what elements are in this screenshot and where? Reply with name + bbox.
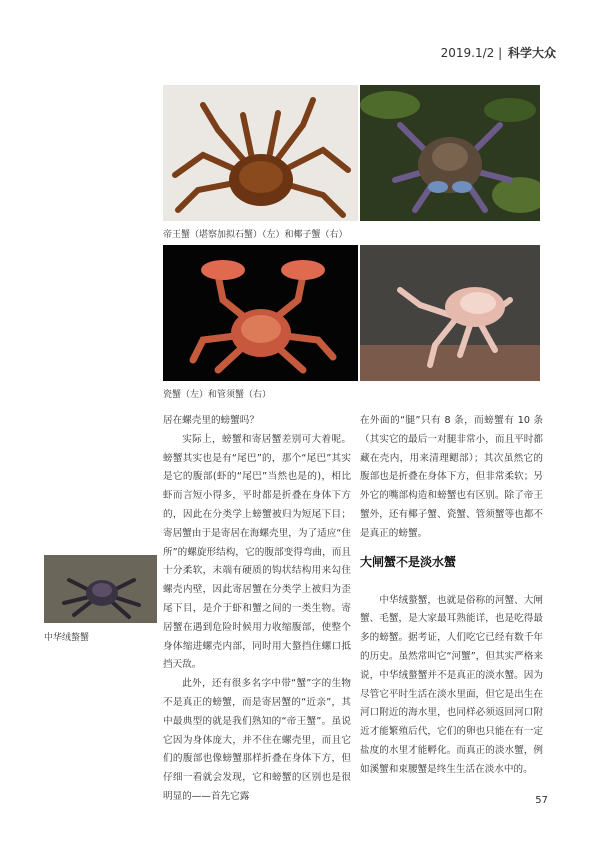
- middle-caption: 瓷蟹（左）和管须蟹（右）: [163, 390, 272, 400]
- paragraph: 实际上，螃蟹和寄居蟹差别可大着呢。螃蟹其实也是有“尾巴”的，那个“尾巴”其实是它的腹部(虾的“尾巴”当然也是的)，相比虾而言短小得多，平时都是折叠在身体下方的，因此在分类学上螃蟹被归为短尾下目；寄居蟹由于是寄居在海螺壳里，为了适应“住所”的螺旋形结构，它的腹部变得弯曲，而且十分柔软，末端有硬质的钩状结构用来勾住螺壳内壁，因此寄居蟹在分类学上被归为歪尾下目，是介于虾和蟹之间的一类生物。寄居蟹在遇到危险时候用力收缩腹部，使整个身体缩进螺壳内部，同时用大螯挡住螺口抵挡天敌。: [163, 433, 351, 671]
- page-number: 57: [535, 795, 548, 806]
- paragraph: 中华绒螯蟹，也就是俗称的河蟹、大闸蟹、毛蟹，是大家最耳熟能详，也是吃得最多的螃蟹。据考证，人们吃它已经有数千年的历史。虽然常叫它“河蟹”，但其实严格来说，中华绒螯蟹并不是真正的淡水蟹。因为尽管它平时生活在淡水里面，但它是出生在河口附近的海水里，也同样必须返回河口附近才能繁殖后代，它们的卵也只能在有一定盐度的水里才能孵化。而真正的淡水蟹，例如溪蟹和束腰蟹是终生生活在淡水中的。: [360, 594, 543, 775]
- article-column-right: [360, 412, 543, 780]
- porcelain-crab-photo: [163, 245, 358, 381]
- king-crab-photo: [163, 85, 358, 221]
- article-column-left: [163, 412, 351, 807]
- section-heading: 大闸蟹不是淡水蟹: [360, 554, 457, 569]
- coconut-crab-photo: [360, 85, 540, 221]
- magazine-title: 科学大众: [507, 46, 556, 60]
- paragraph: 居在螺壳里的螃蟹吗？: [163, 415, 259, 426]
- mitten-crab-photo: [44, 555, 157, 623]
- paragraph: 在外面的“腿”只有 8 条，而螃蟹有 10 条（其实它的最后一对腿非常小，而且平时都藏在壳内，用来清理鳃部）；其次虽然它的腹部也是折叠在身体下方，但非常柔软；另外它的嘴部构造和螃蟹也有区别。除了帝王蟹外，还有椰子蟹、瓷蟹、管须蟹等也都不是真正的螃蟹。: [360, 415, 543, 539]
- header-separator: |: [498, 46, 503, 60]
- running-header: [441, 44, 556, 61]
- paragraph: 此外，还有很多名字中带“蟹”字的生物不是真正的螃蟹，而是寄居蟹的“近亲”，其中最典型的就是我们熟知的“帝王蟹”。虽说它因为身体庞大，并不住在螺壳里，而且它们的腹部也像螃蟹那样折叠在身体下方，但仔细一看就会发现，它和螃蟹的区别也是很明显的——首先它露: [163, 678, 351, 802]
- issue-number: 2019.1/2: [440, 46, 495, 60]
- side-caption: 中华绒螯蟹: [44, 633, 90, 643]
- tube-crab-photo: [360, 245, 540, 381]
- top-caption: 帝王蟹（堪察加拟石蟹）（左）和椰子蟹（右）: [163, 230, 348, 240]
